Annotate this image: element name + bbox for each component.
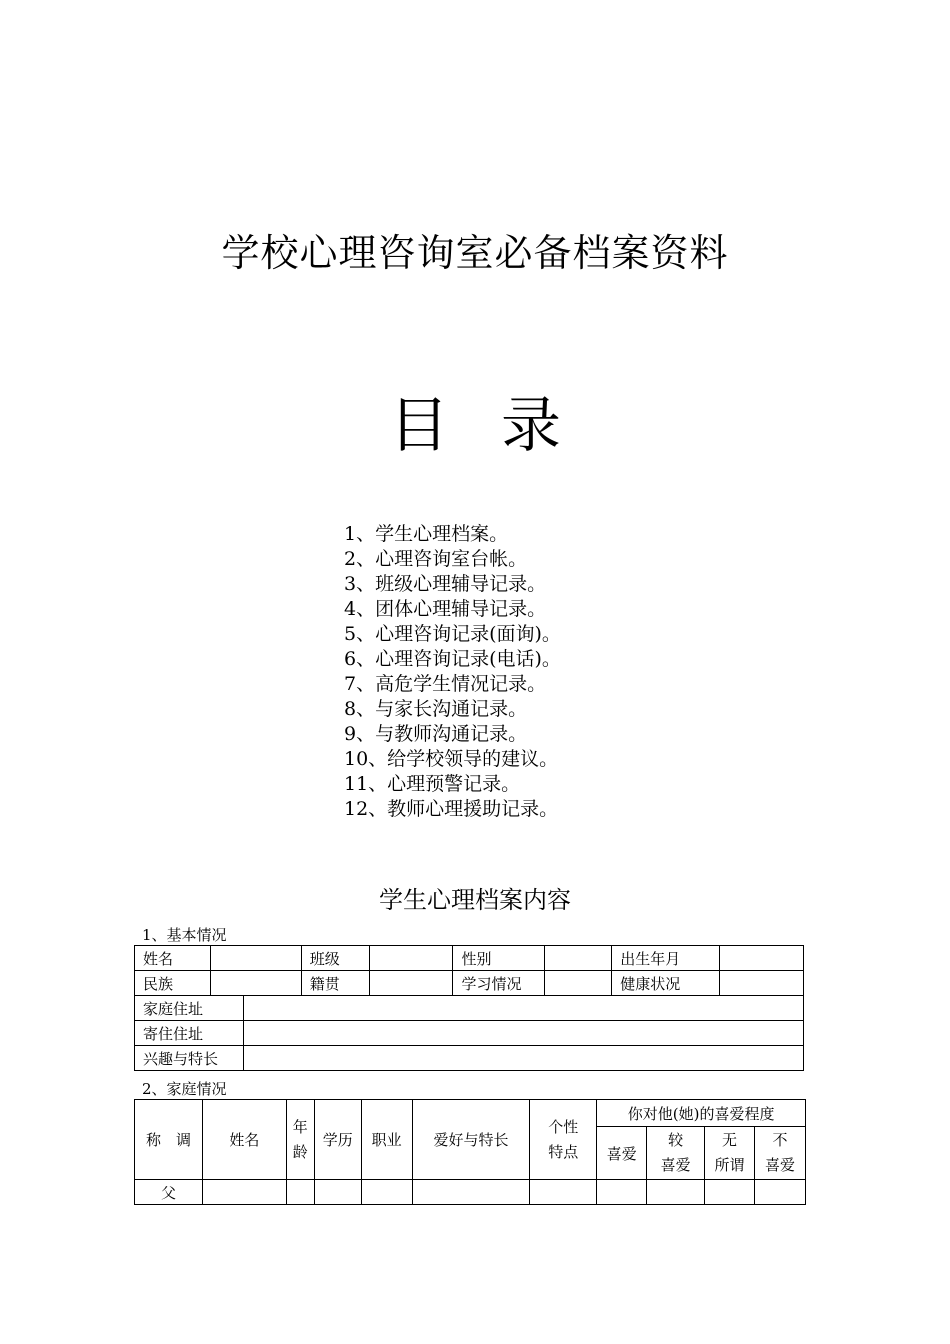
hometown-label: 籍贯 (301, 971, 369, 996)
home-address-label: 家庭住址 (135, 996, 244, 1021)
toc-heading-left: 目 (389, 391, 449, 461)
education-header: 学历 (314, 1100, 361, 1180)
toc-item: 3、班级心理辅导记录。 (344, 573, 547, 595)
job-header: 职业 (361, 1100, 412, 1180)
father-fond-like-value[interactable] (597, 1180, 647, 1205)
toc-item: 9、与教师沟通记录。 (344, 723, 528, 745)
toc-item: 10、给学校领导的建议。 (344, 748, 559, 770)
fondness-like-header: 喜爱 (597, 1127, 647, 1180)
lodging-address-label: 寄住住址 (135, 1021, 244, 1046)
hobbies-label: 兴趣与特长 (135, 1046, 244, 1071)
table-row (135, 996, 804, 1021)
class-label: 班级 (301, 946, 369, 971)
toc-item: 6、心理咨询记录(电话)。 (344, 648, 561, 670)
birth-value[interactable] (720, 946, 804, 971)
name-header: 姓名 (202, 1100, 286, 1180)
fondness-dislike-header: 不 喜爱 (755, 1127, 806, 1180)
health-label: 健康状况 (612, 971, 720, 996)
fondness-header: 你对他(她)的喜爱程度 (597, 1100, 806, 1127)
toc-item: 1、学生心理档案。 (344, 523, 509, 545)
table-row (135, 971, 804, 996)
toc-heading-right: 录 (501, 391, 561, 461)
hometown-value[interactable] (369, 971, 453, 996)
father-job-value[interactable] (361, 1180, 412, 1205)
ethnicity-label: 民族 (135, 971, 211, 996)
table-row (135, 1046, 804, 1071)
fondness-indifferent-header: 无 所谓 (705, 1127, 755, 1180)
home-address-value[interactable] (243, 996, 803, 1021)
class-value[interactable] (369, 946, 453, 971)
section-title: 学生心理档案内容 (379, 886, 571, 914)
basic-info-table (134, 945, 804, 1071)
toc-item: 7、高危学生情况记录。 (344, 673, 547, 695)
family-info-table (134, 1099, 806, 1205)
father-fond-somewhat-value[interactable] (647, 1180, 705, 1205)
name-value[interactable] (210, 946, 301, 971)
father-fond-indifferent-value[interactable] (705, 1180, 755, 1205)
table-row (135, 946, 804, 971)
father-personality-value[interactable] (530, 1180, 597, 1205)
table-row (135, 1180, 806, 1205)
gender-label: 性别 (453, 946, 545, 971)
toc-item: 5、心理咨询记录(面询)。 (344, 623, 561, 645)
father-hobbies-value[interactable] (412, 1180, 530, 1205)
study-label: 学习情况 (453, 971, 545, 996)
gender-value[interactable] (545, 946, 612, 971)
ethnicity-value[interactable] (210, 971, 301, 996)
relation-header: 称 调 (135, 1100, 203, 1180)
birth-label: 出生年月 (612, 946, 720, 971)
health-value[interactable] (720, 971, 804, 996)
document-title: 学校心理咨询室必备档案资料 (221, 231, 729, 275)
father-education-value[interactable] (314, 1180, 361, 1205)
toc-item: 11、心理预警记录。 (344, 773, 521, 795)
toc-heading (0, 378, 950, 464)
toc-item: 4、团体心理辅导记录。 (344, 598, 547, 620)
toc-item: 2、心理咨询室台帐。 (344, 548, 528, 570)
hobbies-value[interactable] (243, 1046, 803, 1071)
lodging-address-value[interactable] (243, 1021, 803, 1046)
father-name-value[interactable] (202, 1180, 286, 1205)
personality-header: 个性 特点 (530, 1100, 597, 1180)
table-row (135, 1021, 804, 1046)
hobbies-header: 爱好与特长 (412, 1100, 530, 1180)
fondness-somewhat-header: 较 喜爱 (647, 1127, 705, 1180)
study-value[interactable] (545, 971, 612, 996)
basic-info-label: 1、基本情况 (142, 926, 227, 944)
father-age-value[interactable] (286, 1180, 314, 1205)
father-fond-dislike-value[interactable] (755, 1180, 806, 1205)
table-header-row (135, 1100, 806, 1127)
age-header: 年 龄 (286, 1100, 314, 1180)
relation-father: 父 (135, 1180, 203, 1205)
toc-item: 12、教师心理援助记录。 (344, 798, 559, 820)
toc-list (344, 522, 561, 822)
family-info-label: 2、家庭情况 (142, 1080, 227, 1098)
name-label: 姓名 (135, 946, 211, 971)
toc-item: 8、与家长沟通记录。 (344, 698, 528, 720)
